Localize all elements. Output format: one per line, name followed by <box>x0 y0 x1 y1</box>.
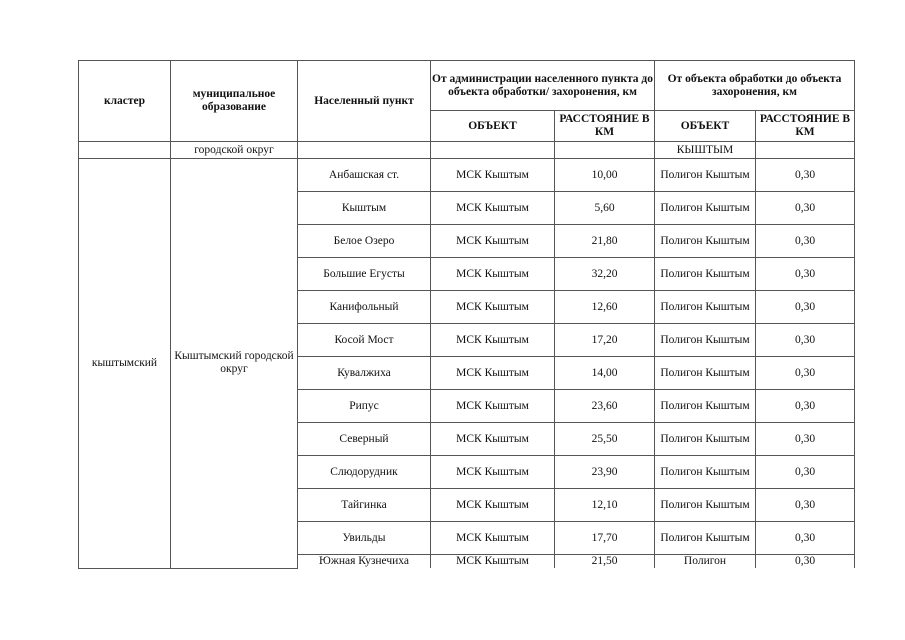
document-page <box>78 60 855 569</box>
header-object-2: ОБЪЕКТ <box>655 111 756 142</box>
distance-2-cell: 0,30 <box>756 423 855 456</box>
header-distance-1: РАССТОЯНИЕ В КМ <box>555 111 655 142</box>
table-row <box>79 159 855 192</box>
object-2-cell: Полигон <box>655 555 756 569</box>
header-group-from-admin: От администрации населенного пункта до объекта обработки/ захоронения, км <box>431 61 655 111</box>
object-1-cell: МСК Кыштым <box>431 324 555 357</box>
region-cluster-cell <box>79 142 171 159</box>
distance-1-cell: 12,10 <box>555 489 655 522</box>
locality-cell: Тайгинка <box>298 489 431 522</box>
object-2-cell: Полигон Кыштым <box>655 192 756 225</box>
distance-1-cell: 23,90 <box>555 456 655 489</box>
object-1-cell: МСК Кыштым <box>431 192 555 225</box>
header-cluster: кластер <box>79 61 171 142</box>
object-1-cell: МСК Кыштым <box>431 357 555 390</box>
distance-1-cell: 23,60 <box>555 390 655 423</box>
object-1-cell: МСК Кыштым <box>431 258 555 291</box>
object-1-cell: МСК Кыштым <box>431 159 555 192</box>
object-1-cell: МСК Кыштым <box>431 225 555 258</box>
distance-2-cell: 0,30 <box>756 522 855 555</box>
locality-cell: Большие Егусты <box>298 258 431 291</box>
header-object-1: ОБЪЕКТ <box>431 111 555 142</box>
distance-1-cell: 25,50 <box>555 423 655 456</box>
distance-1-cell: 12,60 <box>555 291 655 324</box>
municipality-name-cell: Кыштымский городской округ <box>171 159 298 569</box>
header-distance-2: РАССТОЯНИЕ В КМ <box>756 111 855 142</box>
distance-2-cell: 0,30 <box>756 489 855 522</box>
distance-1-cell: 17,70 <box>555 522 655 555</box>
cluster-name-cell: кыштымский <box>79 159 171 569</box>
distance-2-cell: 0,30 <box>756 192 855 225</box>
distance-1-cell: 5,60 <box>555 192 655 225</box>
distance-2-cell: 0,30 <box>756 225 855 258</box>
locality-cell: Канифольный <box>298 291 431 324</box>
object-1-cell: МСК Кыштым <box>431 291 555 324</box>
distance-2-cell: 0,30 <box>756 456 855 489</box>
object-2-cell: Полигон Кыштым <box>655 258 756 291</box>
locality-cell: Северный <box>298 423 431 456</box>
object-2-cell: Полигон Кыштым <box>655 423 756 456</box>
distance-1-cell: 17,20 <box>555 324 655 357</box>
header-group-from-object: От объекта обработки до объекта захоронения, км <box>655 61 855 111</box>
distance-2-cell: 0,30 <box>756 390 855 423</box>
region-locality-cell <box>298 142 431 159</box>
distance-1-cell: 10,00 <box>555 159 655 192</box>
locality-cell: Анбашская ст. <box>298 159 431 192</box>
locality-cell: Косой Мост <box>298 324 431 357</box>
locality-cell: Кувалжиха <box>298 357 431 390</box>
region-distance2-cell <box>756 142 855 159</box>
distance-2-cell: 0,30 <box>756 258 855 291</box>
header-locality: Населенный пункт <box>298 61 431 142</box>
locality-cell: Белое Озеро <box>298 225 431 258</box>
object-1-cell: МСК Кыштым <box>431 522 555 555</box>
object-2-cell: Полигон Кыштым <box>655 159 756 192</box>
distance-1-cell: 32,20 <box>555 258 655 291</box>
distance-1-cell: 14,00 <box>555 357 655 390</box>
region-district-name: КЫШТЫМ <box>655 142 756 159</box>
object-2-cell: Полигон Кыштым <box>655 324 756 357</box>
object-2-cell: Полигон Кыштым <box>655 390 756 423</box>
header-municipality: муниципальное образование <box>171 61 298 142</box>
object-1-cell: МСК Кыштым <box>431 456 555 489</box>
distance-2-cell: 0,30 <box>756 159 855 192</box>
region-municipality-type: городской округ <box>171 142 298 159</box>
object-2-cell: Полигон Кыштым <box>655 456 756 489</box>
distance-2-cell: 0,30 <box>756 357 855 390</box>
object-1-cell: МСК Кыштым <box>431 423 555 456</box>
distance-1-cell: 21,50 <box>555 555 655 569</box>
distance-table <box>78 60 855 569</box>
distance-2-cell: 0,30 <box>756 324 855 357</box>
locality-cell: Увильды <box>298 522 431 555</box>
distance-2-cell: 0,30 <box>756 555 855 569</box>
locality-cell: Рипус <box>298 390 431 423</box>
object-2-cell: Полигон Кыштым <box>655 225 756 258</box>
object-2-cell: Полигон Кыштым <box>655 522 756 555</box>
locality-cell: Слюдорудник <box>298 456 431 489</box>
object-1-cell: МСК Кыштым <box>431 390 555 423</box>
object-2-cell: Полигон Кыштым <box>655 291 756 324</box>
region-row <box>79 142 855 159</box>
locality-cell: Кыштым <box>298 192 431 225</box>
object-1-cell: МСК Кыштым <box>431 489 555 522</box>
object-2-cell: Полигон Кыштым <box>655 489 756 522</box>
object-1-cell: МСК Кыштым <box>431 555 555 569</box>
region-distance-cell <box>555 142 655 159</box>
distance-1-cell: 21,80 <box>555 225 655 258</box>
object-2-cell: Полигон Кыштым <box>655 357 756 390</box>
distance-2-cell: 0,30 <box>756 291 855 324</box>
locality-cell: Южная Кузнечиха <box>298 555 431 569</box>
region-object-cell <box>431 142 555 159</box>
